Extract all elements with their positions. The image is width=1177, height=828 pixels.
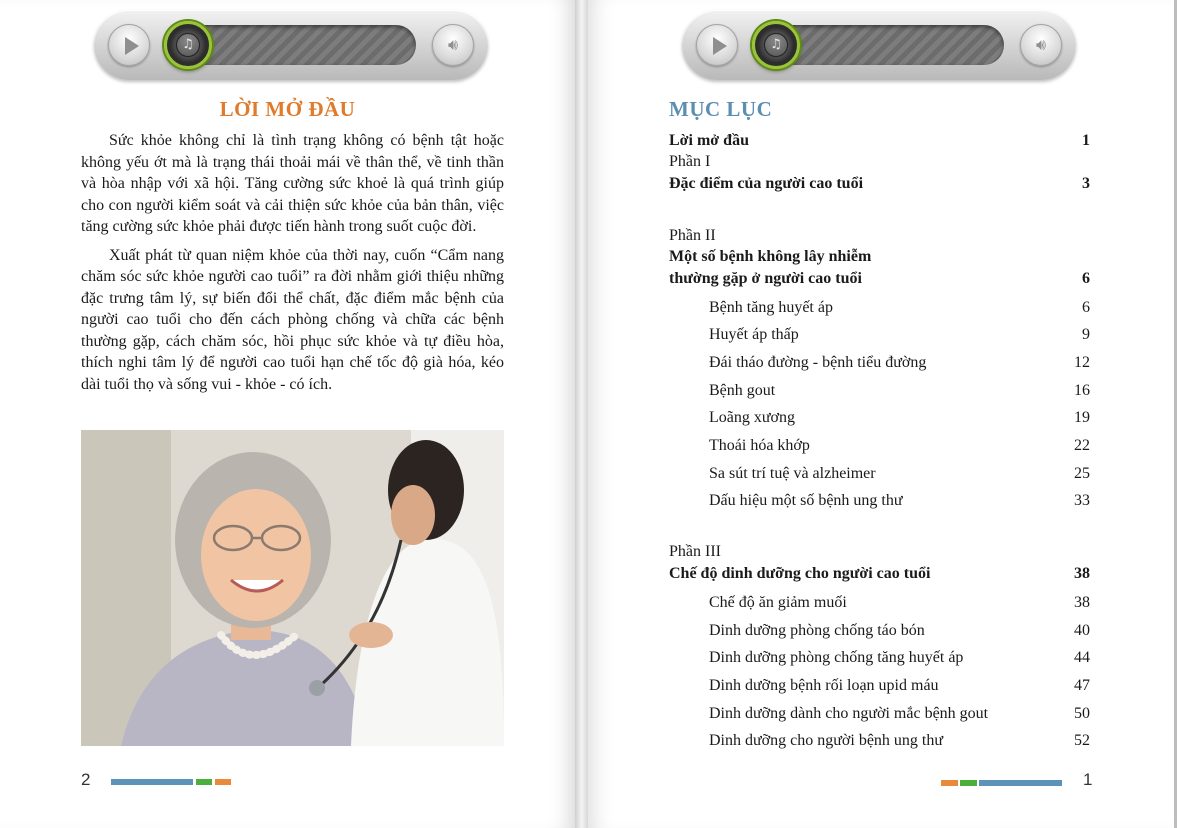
page-number-left: 2 (81, 770, 91, 789)
toc-entry-title: Sa sút trí tuệ và alzheimer (709, 465, 876, 482)
toc-title: MỤC LỤC (669, 97, 773, 121)
toc-entry-page: 1 (1082, 132, 1090, 149)
play-button[interactable] (696, 24, 738, 66)
audio-player-left (94, 10, 488, 80)
footer-bar-green (196, 779, 212, 785)
toc-entry-title: Dinh dưỡng phòng chống táo bón (709, 622, 925, 639)
preface-paragraph: Xuất phát từ quan niệm khỏe của thời nay, cuốn “Cẩm nang chăm sóc sức khỏe người cao tuổi” ra đời nhằm giới thiệu những đặc trưng tâm lý, sự biến đổi thể chất, đặc điểm mắc bệnh của người cao tuổi cho đến cách phòng chống và chữa các bệnh thường gặp, cách chăm sóc, hồi phục sức khỏe và tự điều hòa, thích nghi tâm lý để người cao tuổi hạn chế tốc độ già hóa, kéo dài tuổi thọ và sống vui - khỏe - có ích. (81, 246, 504, 393)
toc-entry[interactable] (669, 246, 1090, 268)
toc-entry-title: Phần I (669, 153, 711, 170)
footer-bar-blue (979, 780, 1062, 786)
toc-entry-title: Huyết áp thấp (709, 326, 799, 343)
play-button[interactable] (108, 24, 150, 66)
toc-entry-page: 9 (1082, 326, 1090, 343)
toc-entry[interactable] (669, 407, 1090, 429)
toc-entry[interactable] (669, 297, 1090, 319)
music-note-icon: ♫ (764, 33, 788, 57)
toc-entry-page: 44 (1074, 649, 1090, 666)
toc-entry-page: 40 (1074, 622, 1090, 639)
toc-entry[interactable] (669, 703, 1090, 725)
toc-entry-page: 38 (1074, 594, 1090, 611)
toc-entry-title: Dinh dưỡng dành cho người mắc bệnh gout (709, 705, 989, 722)
toc-entry[interactable] (669, 463, 1090, 485)
toc-entry[interactable] (669, 675, 1090, 697)
volume-button[interactable] (1020, 24, 1062, 66)
toc-entry-title: Loãng xương (709, 409, 796, 426)
toc-entry-page: 33 (1074, 492, 1090, 509)
toc-entry-title: Dinh dưỡng cho người bệnh ung thư (709, 732, 944, 749)
toc-entry-title: Lời mở đầu (669, 132, 749, 149)
toc-entry-title: Phần II (669, 227, 716, 244)
toc-entry-title: Chế độ ăn giảm muối (709, 594, 847, 611)
toc-entry[interactable] (669, 647, 1090, 669)
toc-part-label (669, 541, 1090, 563)
play-icon (125, 37, 139, 55)
toc-entry-page: 3 (1082, 175, 1090, 192)
toc-entry[interactable] (669, 380, 1090, 402)
toc-entry[interactable] (669, 324, 1090, 346)
toc-entry-page: 52 (1074, 732, 1090, 749)
toc-part-label (669, 151, 1090, 173)
toc-entry[interactable] (669, 620, 1090, 642)
volume-button[interactable] (432, 24, 474, 66)
toc-entry-title: Chế độ dinh dưỡng cho người cao tuổi (669, 565, 931, 582)
page-number-right: 1 (1083, 770, 1093, 789)
footer-bar-orange (941, 780, 958, 786)
audio-scrubber-knob[interactable] (752, 21, 800, 69)
speaker-icon: 🔊︎ (447, 35, 459, 54)
toc-entry-title: Bệnh gout (709, 382, 776, 399)
toc-entry-title: Đái tháo đường - bệnh tiểu đường (709, 354, 927, 371)
toc-entry[interactable] (669, 130, 1090, 152)
toc-entry-page: 16 (1074, 382, 1090, 399)
play-icon (713, 37, 727, 55)
toc-entry-title: Bệnh tăng huyết áp (709, 299, 833, 316)
toc-entry-page: 50 (1074, 705, 1090, 722)
toc-entry-page: 19 (1074, 409, 1090, 426)
footer-bar-orange (215, 779, 231, 785)
audio-player-right (682, 10, 1076, 80)
toc-entry-title: Dinh dưỡng phòng chống tăng huyết áp (709, 649, 964, 666)
toc-entry-title: Phần III (669, 543, 721, 560)
toc-entry[interactable] (669, 268, 1090, 290)
elderly-patient-photo (81, 430, 504, 746)
toc-entry[interactable] (669, 173, 1090, 195)
preface-paragraph: Sức khỏe không chỉ là tình trạng không có bệnh tật hoặc không yếu ớt mà là trạng thái thoải mái về thân thể, về tinh thần và hòa nhập với xã hội. Tăng cường sức khoẻ là quá trình giúp cho con người kiểm soát và cải thiện sức khỏe của bản thân, việc tăng cường sức khỏe phải được tiến hành trong suốt cuộc đời. (81, 132, 504, 235)
toc-entry[interactable] (669, 490, 1090, 512)
toc-entry[interactable] (669, 563, 1090, 585)
toc-entry-page: 6 (1082, 299, 1090, 316)
toc-entry-title: thường gặp ở người cao tuổi (669, 270, 862, 287)
footer-bar-green (960, 780, 977, 786)
toc-entry-page: 47 (1074, 677, 1090, 694)
photo-illustration (81, 430, 504, 746)
music-note-icon: ♫ (176, 33, 200, 57)
toc-entry-title: Đặc điểm của người cao tuổi (669, 175, 864, 192)
book-gutter (575, 0, 588, 828)
toc-entry[interactable] (669, 435, 1090, 457)
toc-entry-title: Một số bệnh không lây nhiễm (669, 248, 872, 265)
footer-bar-blue (111, 779, 193, 785)
toc-entry-page: 38 (1074, 565, 1090, 582)
toc-entry-page: 12 (1074, 354, 1090, 371)
toc-entry-page: 25 (1074, 465, 1090, 482)
speaker-icon: 🔊︎ (1035, 35, 1047, 54)
toc-entry[interactable] (669, 730, 1090, 752)
toc-part-label (669, 225, 1090, 247)
audio-scrubber-knob[interactable] (164, 21, 212, 69)
toc-entry[interactable] (669, 592, 1090, 614)
toc-entry-title: Dinh dưỡng bệnh rối loạn upid máu (709, 677, 939, 694)
toc-entry[interactable] (669, 352, 1090, 374)
toc-entry-page: 6 (1082, 270, 1090, 287)
toc-entry-title: Dấu hiệu một số bệnh ung thư (709, 492, 903, 509)
preface-title: LỜI MỞ ĐẦU (219, 97, 356, 121)
toc-entry-page: 22 (1074, 437, 1090, 454)
toc-entry-title: Thoái hóa khớp (709, 437, 810, 454)
preface-body (81, 130, 504, 402)
